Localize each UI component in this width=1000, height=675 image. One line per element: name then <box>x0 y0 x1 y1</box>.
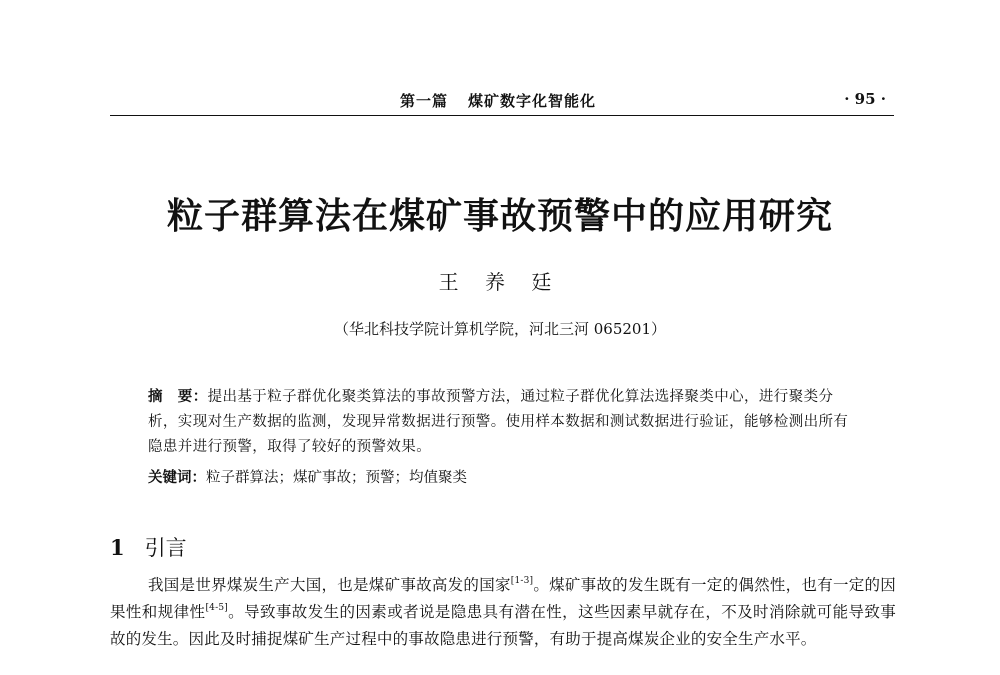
section-number: 1 <box>110 535 125 560</box>
author: 王 养 廷 <box>438 270 562 294</box>
section-name: 引言 <box>144 536 187 560</box>
citation-1: [1-3] <box>510 576 534 586</box>
running-header-section <box>400 90 596 111</box>
abstract <box>148 384 863 460</box>
section-title: 煤矿数字化智能化 <box>468 92 597 110</box>
page-number: · 95 · <box>844 90 886 108</box>
abstract-label: 摘 要： <box>148 388 208 405</box>
affiliation: （华北科技学院计算机学院，河北三河 065201） <box>333 320 667 338</box>
paragraph-text-1: 我国是世界煤炭生产大国，也是煤矿事故高发的国家 <box>148 576 511 594</box>
header-rule <box>110 115 894 116</box>
section-label: 第一篇 <box>400 92 449 110</box>
abstract-text: 提出基于粒子群优化聚类算法的事故预警方法，通过粒子群优化算法选择聚类中心，进行聚类分析，实现对生产数据的监测，发现异常数据进行预警。使用样本数据和测试数据进行验证，能够检测出所有隐患并进行预警，取得了较好的预警效果。 <box>148 389 849 455</box>
keywords <box>148 465 863 491</box>
section-heading <box>110 532 187 562</box>
paragraph-text-2: 。煤矿事故的发生既有一定的偶然性，也有一定的因果性和规律性 <box>110 576 896 621</box>
running-header <box>110 90 894 112</box>
citation-2: [4-5] <box>205 603 228 613</box>
paragraph-text-3: 。导致事故发生的因素或者说是隐患具有潜在性，这些因素早就存在，不及时消除就可能导致事故的发生。因此及时捕捉煤矿生产过程中的事故隐患进行预警，有助于提高煤炭企业的安全生产水平。 <box>110 603 896 648</box>
paper-title: 粒子群算法在煤矿事故预警中的应用研究 <box>166 195 833 237</box>
keywords-text: 粒子群算法；煤矿事故；预警；均值聚类 <box>206 470 467 486</box>
body-paragraph <box>110 572 896 653</box>
keywords-label: 关键词： <box>148 469 206 486</box>
